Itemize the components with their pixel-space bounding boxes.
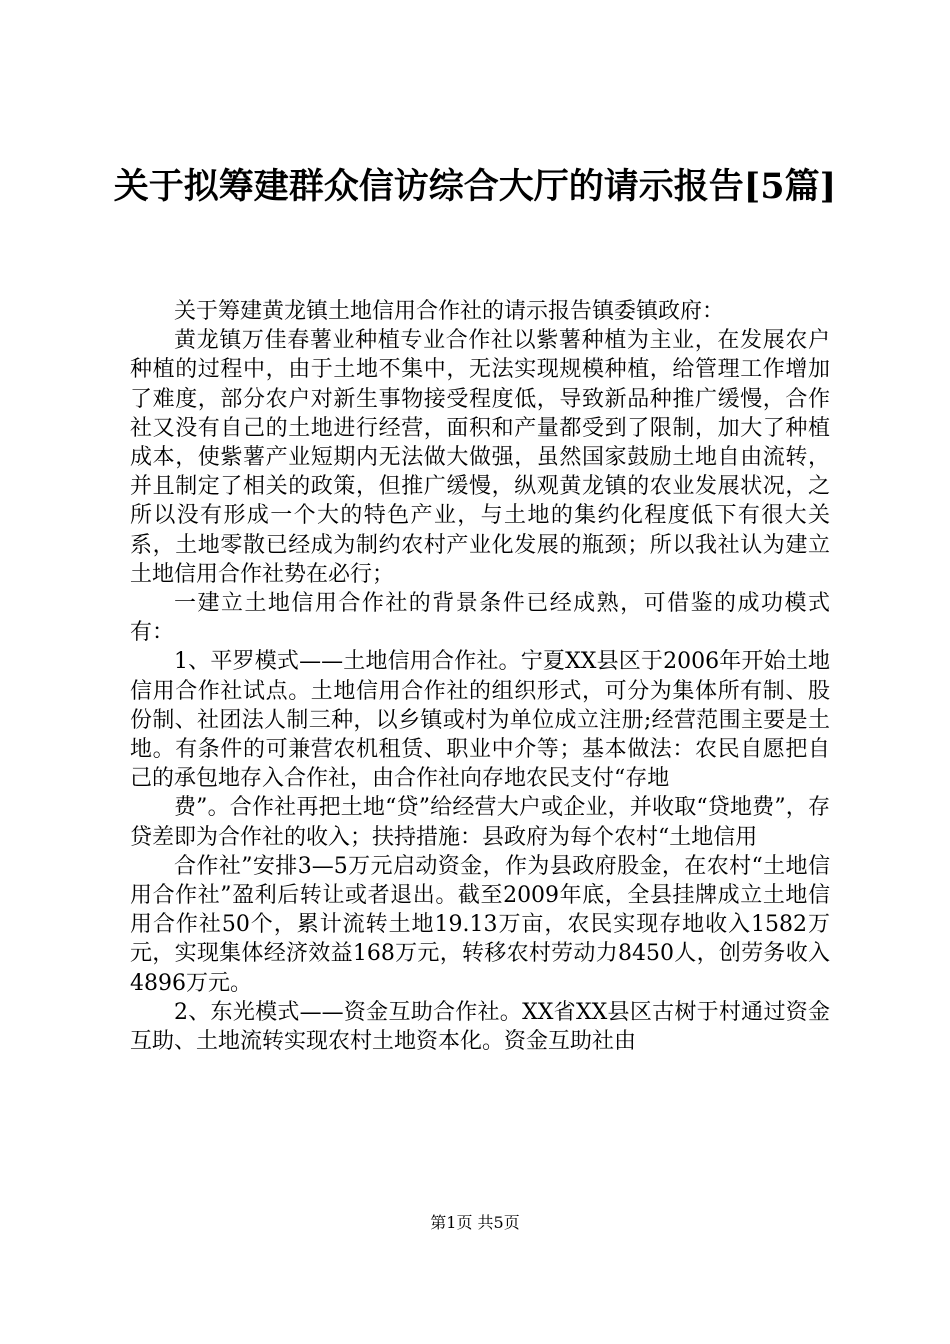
page-footer: 第1页 共5页 (430, 1213, 520, 1232)
paragraph-heading: 关于筹建黄龙镇土地信用合作社的请示报告镇委镇政府： (174, 299, 725, 324)
paragraph-pingluo-model: 1、平罗模式——土地信用合作社。宁夏XX县区于2006年开始土地信用合作社试点。土地信用合作社的组织形式，可分为集体所有制、股份制、社团法人制三种，以乡镇或村为单位成立注册;经营范围主要是土地。有条件的可兼营农机租赁、职业中介等；基本做法：农民自愿把自己的承包地存入合作社，由合作社向存地农民支付“存地 (130, 649, 830, 792)
document-body (130, 297, 830, 1056)
paragraph-conditions: 一建立土地信用合作社的背景条件已经成熟，可借鉴的成功模式有： (130, 591, 830, 646)
paragraph-loan-fee: 费”。合作社再把土地“贷”给经营大户或企业，并收取“贷地费”，存贷差即为合作社的收入；扶持措施：县政府为每个农村“土地信用 (130, 795, 830, 850)
paragraph-results: 合作社”安排3—5万元启动资金，作为县政府股金，在农村“土地信用合作社”盈利后转让或者退出。截至2009年底，全县挂牌成立土地信用合作社50个，累计流转土地19.13万亩，农民实现存地收入1582万元，实现集体经济效益168万元，转移农村劳动力8450人，创劳务收入4896万元。 (130, 853, 830, 996)
paragraph-background: 黄龙镇万佳春薯业种植专业合作社以紫薯种植为主业，在发展农户种植的过程中，由于土地不集中，无法实现规模种植，给管理工作增加了难度，部分农户对新生事物接受程度低，导致新品种推广缓慢，合作社又没有自己的土地进行经营，面积和产量都受到了限制，加大了种植成本，使紫薯产业短期内无法做大做强，虽然国家鼓励土地自由流转，并且制定了相关的政策，但推广缓慢，纵观黄龙镇的农业发展状况，之所以没有形成一个大的特色产业，与土地的集约化程度低下有很大关系，土地零散已经成为制约农村产业化发展的瓶颈；所以我社认为建立土地信用合作社势在必行； (130, 328, 830, 587)
paragraph-dongguang-model: 2、东光模式——资金互助合作社。XX省XX县区古树于村通过资金互助、土地流转实现农村土地资本化。资金互助社由 (130, 999, 830, 1055)
document-title: 关于拟筹建群众信访综合大厅的请示报告[5篇] (113, 166, 837, 207)
